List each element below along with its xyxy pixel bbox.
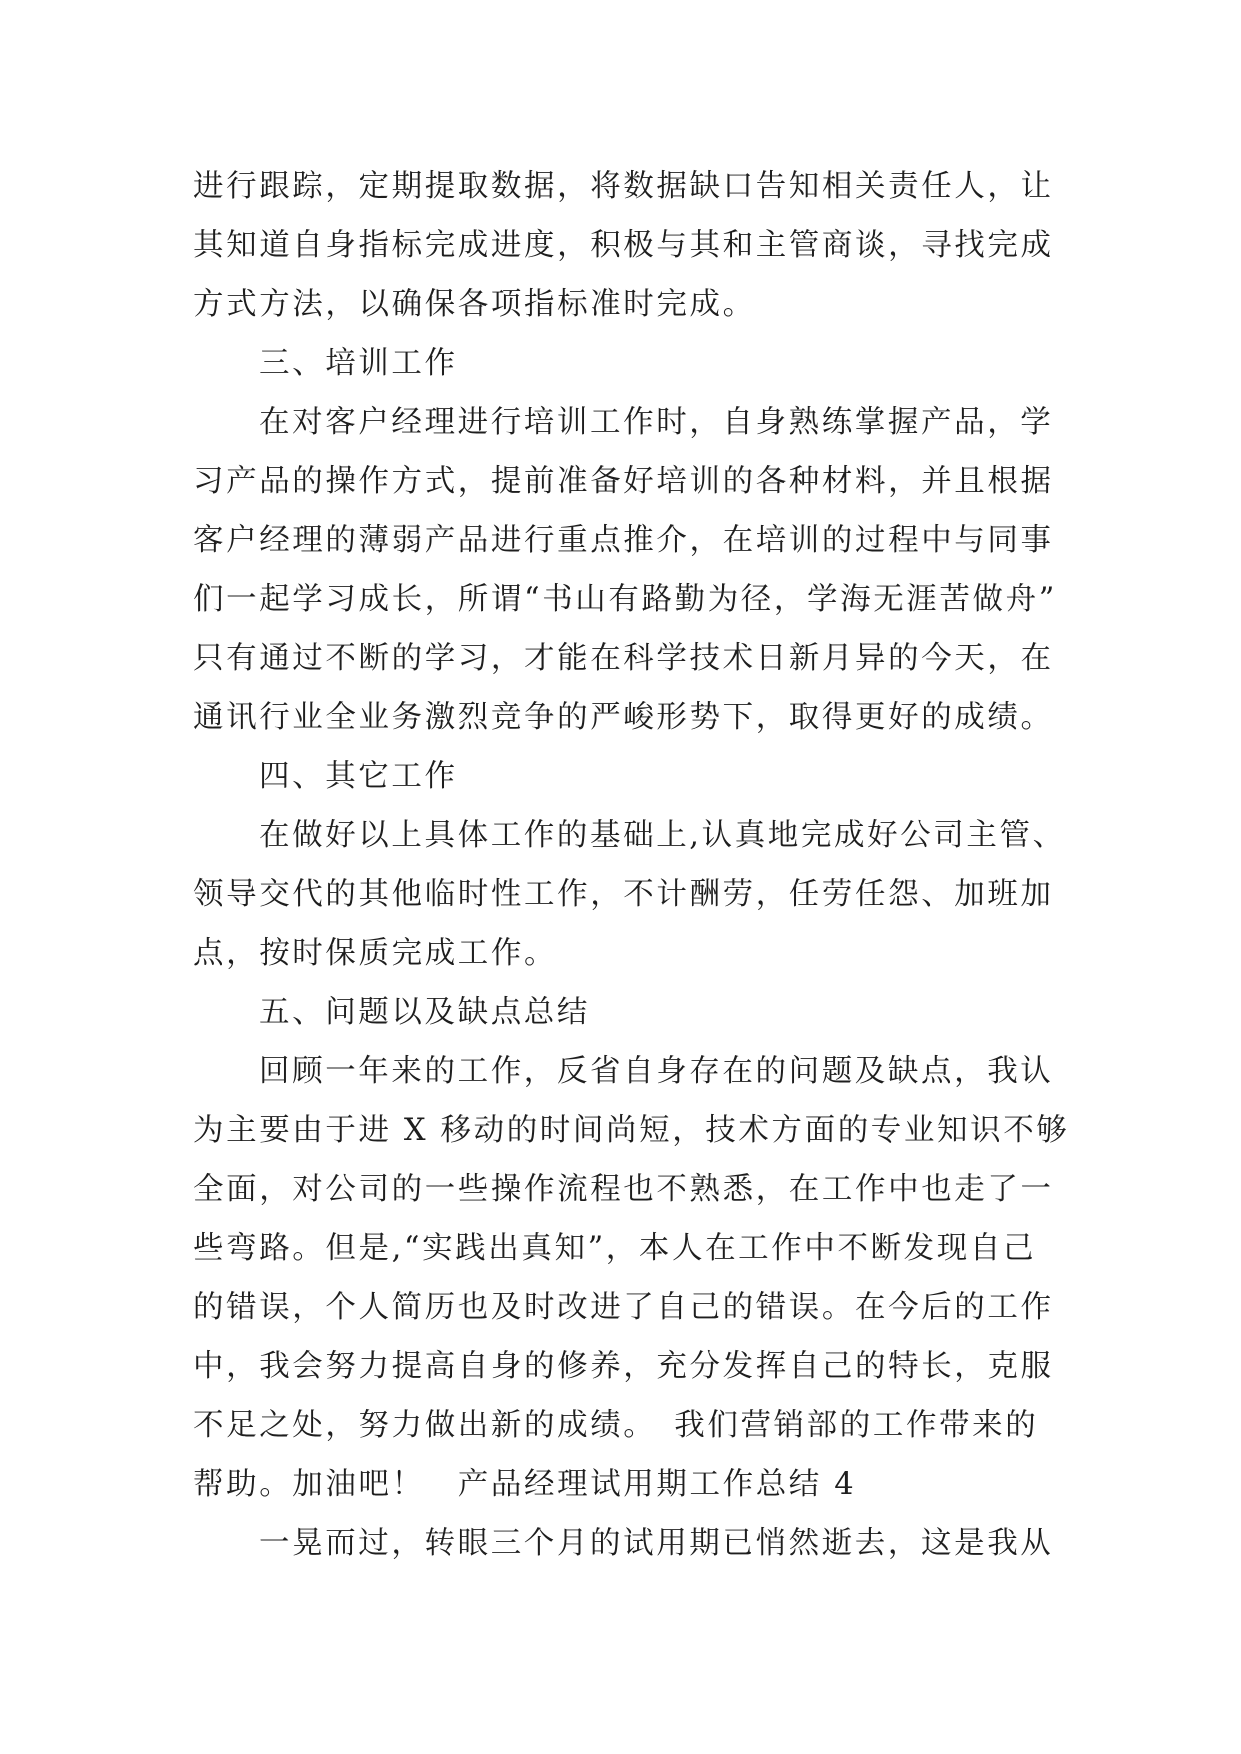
section-heading: 五、问题以及缺点总结 [259,995,590,1030]
text-line: 其知道自身指标完成进度，积极与其和主管商谈，寻找完成 [193,228,1054,263]
text-line: 全面，对公司的一些操作流程也不熟悉，在工作中也走了一 [193,1172,1054,1207]
paragraph-first-line: 在对客户经理进行培训工作时，自身熟练掌握产品，学 [259,405,1054,440]
text-line: 些弯路。但是,“实践出真知”，本人在工作中不断发现自己 [193,1231,1037,1266]
text-line: 方式方法，以确保各项指标准时完成。 [193,287,756,322]
paragraph-first-line: 一晃而过，转眼三个月的试用期已悄然逝去，这是我从 [259,1526,1054,1561]
text-line: 为主要由于进 X 移动的时间尚短，技术方面的专业知识不够 [193,1113,1070,1148]
text-line: 领导交代的其他临时性工作，不计酬劳，任劳任怨、加班加 [193,877,1054,912]
text-line: 中，我会努力提高自身的修养，充分发挥自己的特长，克服 [193,1349,1054,1384]
text-line: 们一起学习成长，所谓“书山有路勤为径，学海无涯苦做舟” [193,582,1057,617]
paragraph-first-line: 在做好以上具体工作的基础上,认真地完成好公司主管、 [259,818,1066,853]
section-heading: 四、其它工作 [259,759,458,794]
paragraph-first-line: 回顾一年来的工作，反省自身存在的问题及缺点，我认 [259,1054,1054,1089]
text-line: 通讯行业全业务激烈竞争的严峻形势下，取得更好的成绩。 [193,700,1054,735]
text-line: 帮助。加油吧！ 产品经理试用期工作总结 4 [193,1467,857,1502]
text-line: 习产品的操作方式，提前准备好培训的各种材料，并且根据 [193,464,1054,499]
text-line: 不足之处，努力做出新的成绩。 我们营销部的工作带来的 [193,1408,1039,1443]
text-line: 客户经理的薄弱产品进行重点推介，在培训的过程中与同事 [193,523,1054,558]
text-line: 的错误，个人简历也及时改进了自己的错误。在今后的工作 [193,1290,1054,1325]
text-line: 只有通过不断的学习，才能在科学技术日新月异的今天，在 [193,641,1054,676]
text-line: 进行跟踪，定期提取数据，将数据缺口告知相关责任人，让 [193,169,1054,204]
body-text [193,157,1073,1573]
section-heading: 三、培训工作 [259,346,458,381]
text-line: 点，按时保质完成工作。 [193,936,558,971]
